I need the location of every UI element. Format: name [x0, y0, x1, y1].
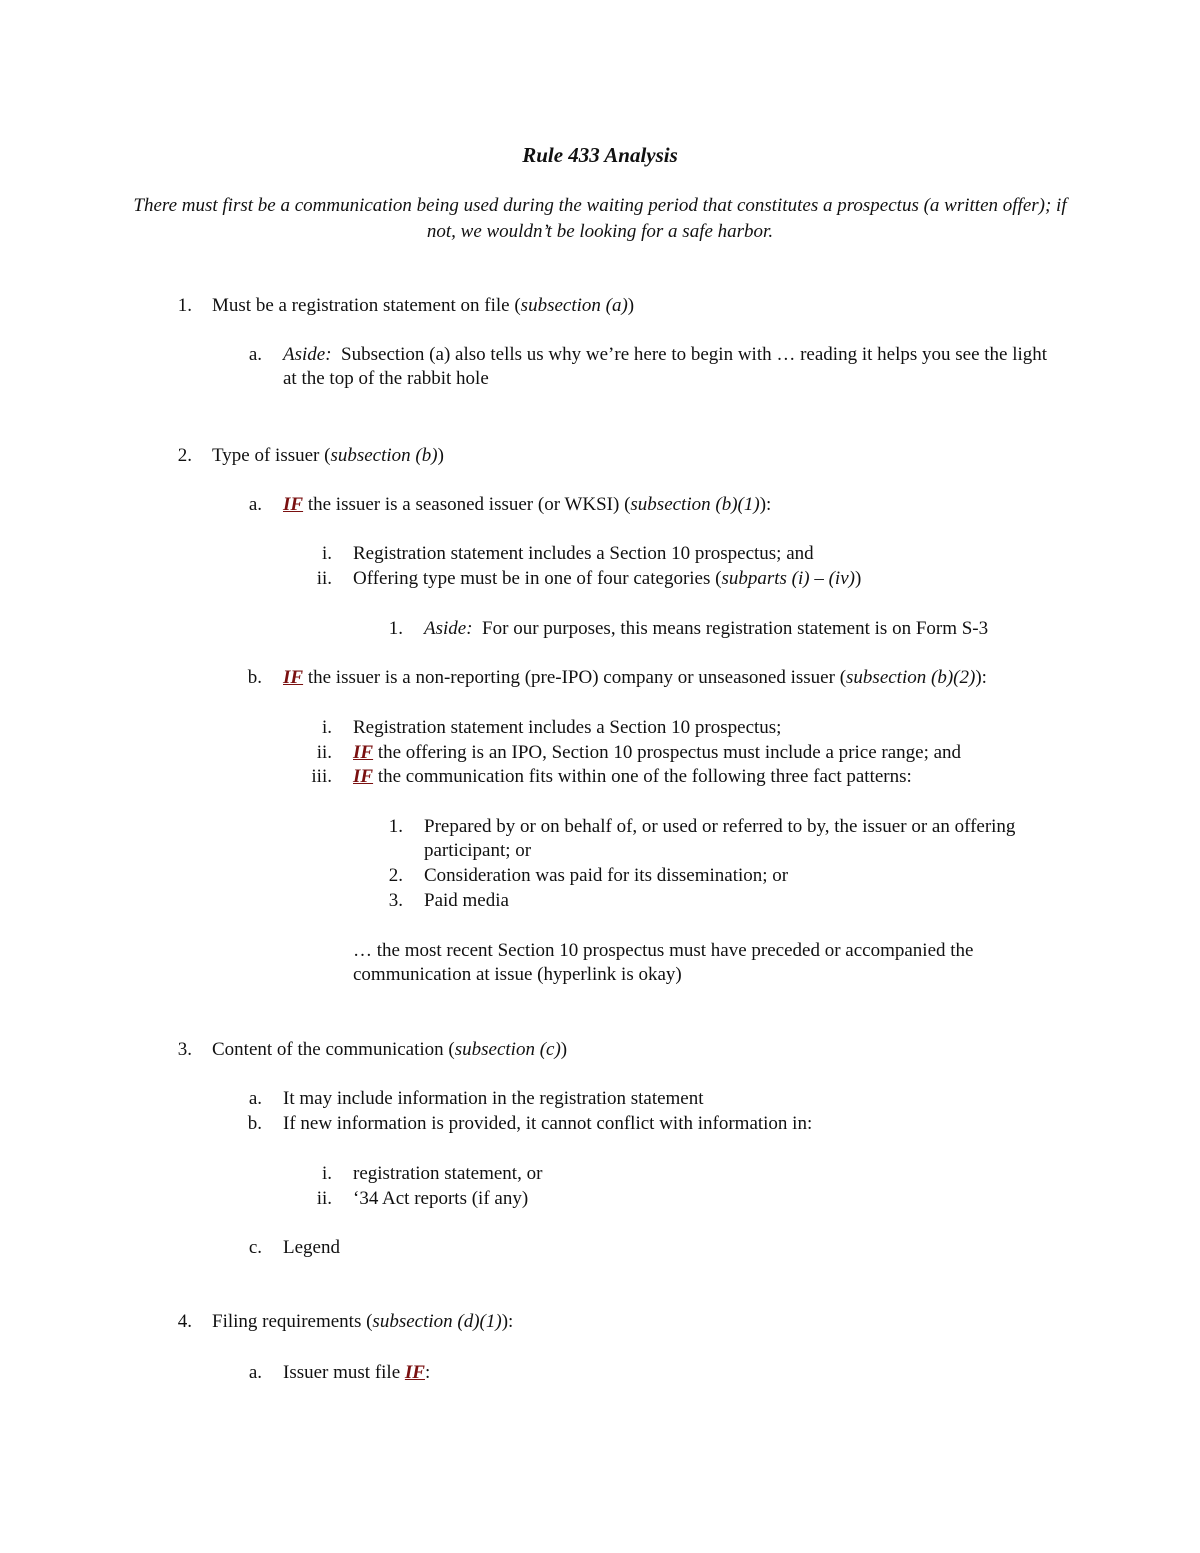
fact-pattern-3: Paid media — [424, 890, 509, 911]
item-marker: ii. — [316, 1188, 332, 1209]
item-number: 2. — [388, 865, 403, 886]
item-marker: a. — [248, 1088, 262, 1109]
item-marker: i. — [321, 543, 332, 564]
section-2a-i: Registration statement includes a Section 10 prospectus; and — [353, 543, 814, 564]
item-marker: b. — [247, 667, 262, 688]
item-number: 1. — [388, 618, 403, 639]
section-1-heading: Must be a registration statement on file (subsection (a)) — [212, 295, 635, 316]
section-2a-ii: Offering type must be in one of four categories (subparts (i) – (iv)) — [353, 568, 862, 589]
section-2b-ii: IF the offering is an IPO, Section 10 prospectus must include a price range; and — [353, 742, 962, 763]
item-marker: a. — [248, 494, 262, 515]
section-4a: Issuer must file IF: — [283, 1362, 431, 1383]
intro-paragraph: There must first be a communication being used during the waiting period that constitutes a prospectus (a written offer); if not, we wouldn’t be looking for a safe harbor. — [133, 195, 1067, 242]
section-4-heading: Filing requirements (subsection (d)(1)): — [212, 1311, 514, 1332]
item-marker: i. — [321, 1163, 332, 1184]
section-3-heading: Content of the communication (subsection (c)) — [212, 1039, 568, 1060]
fact-pattern-1: Prepared by or on behalf of, or used or referred to by, the issuer or an offering participant; or — [424, 816, 1016, 861]
item-marker: ii. — [316, 742, 332, 763]
fact-pattern-2: Consideration was paid for its dissemination; or — [424, 865, 789, 886]
item-marker: a. — [248, 344, 262, 365]
section-3a: It may include information in the registration statement — [283, 1088, 704, 1109]
section-2b-text: IF the issuer is a non-reporting (pre-IPO) company or unseasoned issuer (subsection (b)(2)): — [283, 667, 987, 688]
item-number: 2. — [177, 445, 192, 466]
item-number: 3. — [177, 1039, 192, 1060]
section-3b-ii: ‘34 Act reports (if any) — [353, 1188, 529, 1209]
section-1-aside: Aside: Subsection (a) also tells us why we’re here to begin with … reading it helps you see the light at the top of the rabbit hole — [283, 344, 1048, 389]
section-2b-i: Registration statement includes a Section 10 prospectus; — [353, 717, 782, 738]
item-marker: a. — [248, 1362, 262, 1383]
section-2a-aside: Aside: For our purposes, this means registration statement is on Form S-3 — [424, 618, 989, 639]
item-marker: b. — [247, 1113, 262, 1134]
section-2b-iii: IF the communication fits within one of the following three fact patterns: — [353, 766, 912, 787]
section-2a-text: IF the issuer is a seasoned issuer (or WKSI) (subsection (b)(1)): — [283, 494, 772, 515]
section-3b: If new information is provided, it cannot conflict with information in: — [283, 1113, 813, 1134]
item-marker: c. — [248, 1237, 262, 1258]
section-3c: Legend — [283, 1237, 340, 1258]
item-number: 1. — [388, 816, 403, 837]
item-marker: iii. — [311, 766, 332, 787]
item-number: 1. — [177, 295, 192, 316]
section-3b-i: registration statement, or — [353, 1163, 543, 1184]
item-number: 3. — [388, 890, 403, 911]
item-marker: i. — [321, 717, 332, 738]
section-2-heading: Type of issuer (subsection (b)) — [212, 445, 444, 466]
page-title: Rule 433 Analysis — [522, 143, 678, 167]
item-marker: ii. — [316, 568, 332, 589]
section-2b-tail: … the most recent Section 10 prospectus must have preceded or accompanied the communication at issue (hyperlink is okay) — [353, 940, 974, 985]
item-number: 4. — [177, 1311, 192, 1332]
